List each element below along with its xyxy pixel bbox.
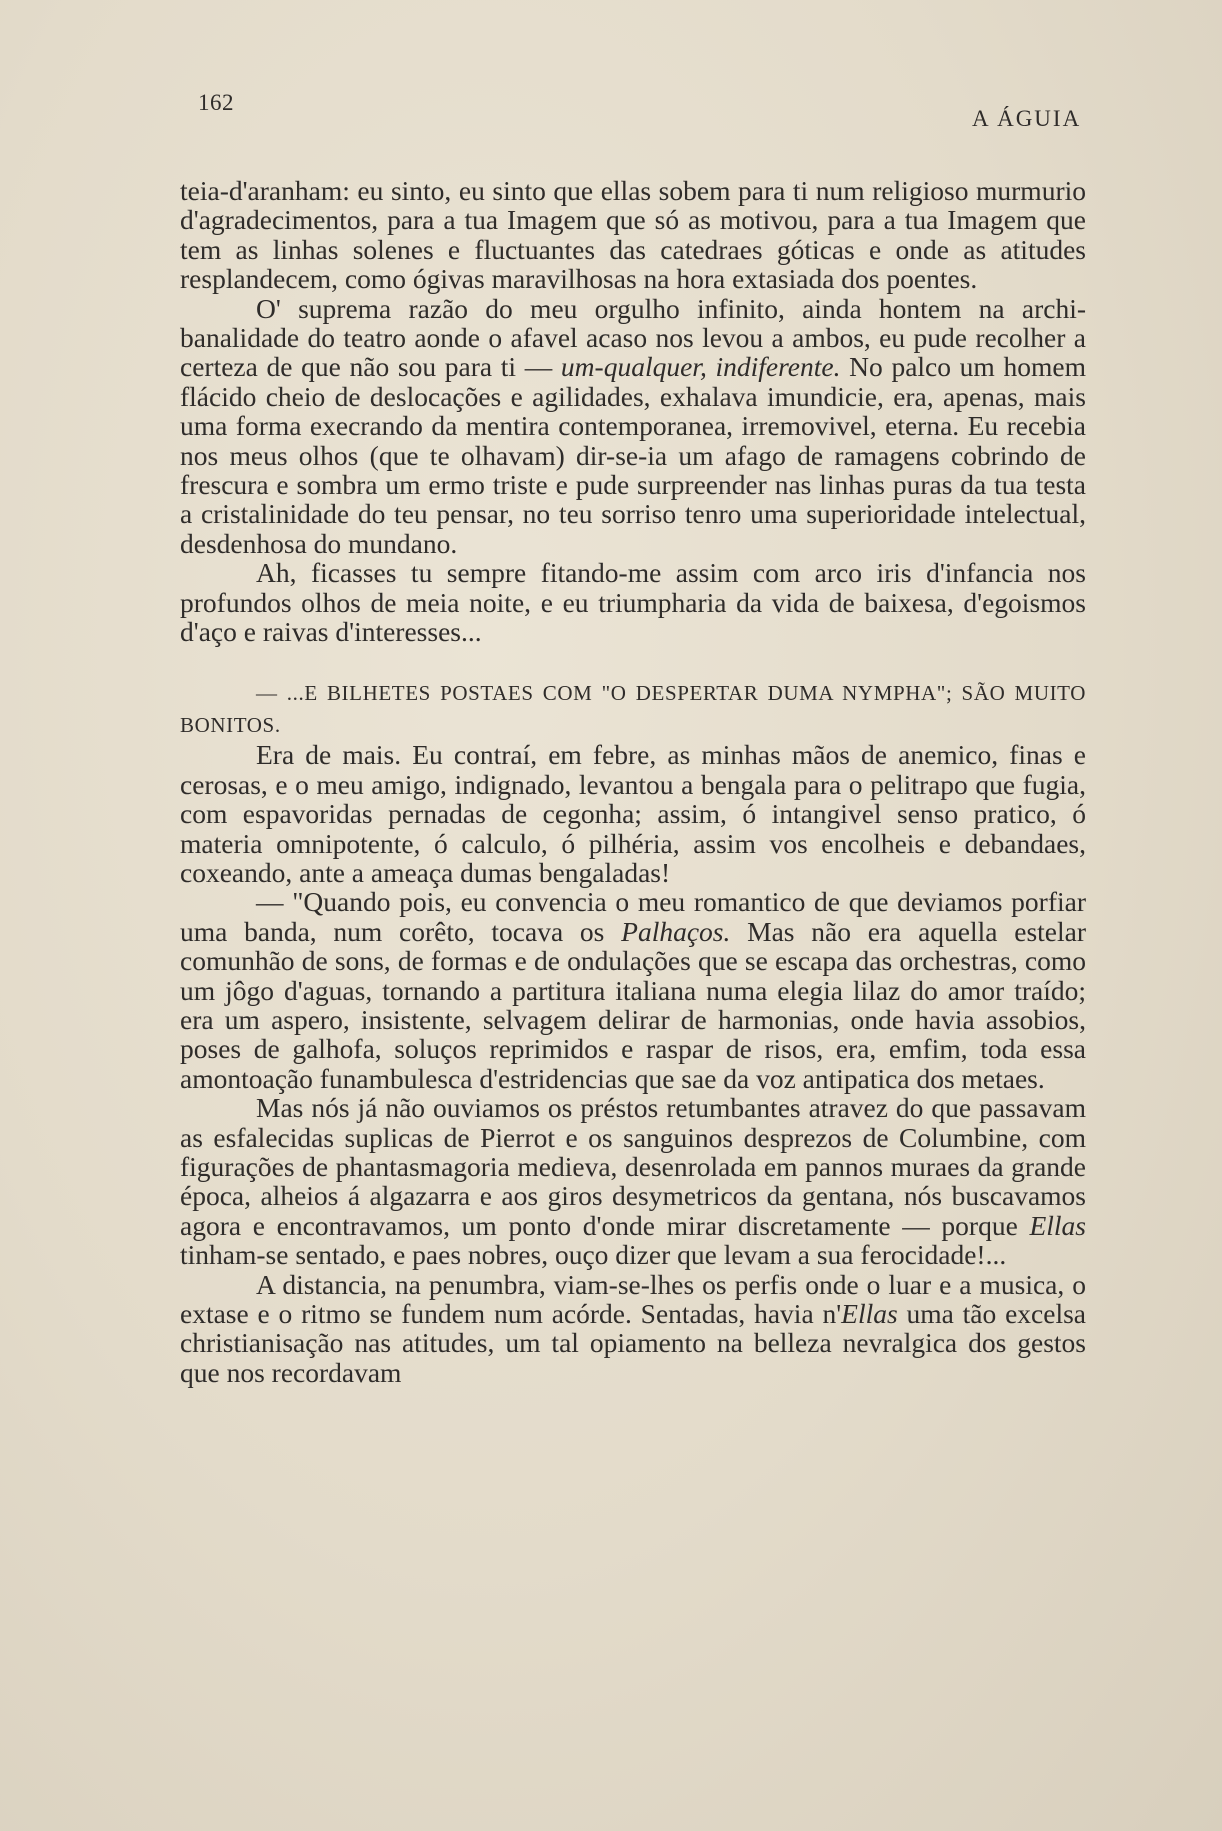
paragraph: Ah, ficasses tu sempre fitando-me assim com arco iris d'infancia nos profundos olhos de meia noite, e eu triumpharia da vida de baixesa, d'egoismos d'aço e raivas d'interesses... bbox=[180, 557, 1086, 648]
emphasis: Ellas bbox=[841, 1298, 898, 1330]
paragraph: Era de mais. Eu contraí, em febre, as minhas mãos de anemico, finas e cerosas, e o meu amigo, indignado, levantou a bengala para o pelitrapo que fugia, com espavoridas pernadas de cegonha; assim, ó intangivel senso pratico, ó materia omnipotente, ó calculo, ó pilhéria, assim vos encolheis e debandaes, coxeando, ante a ameaça dumas bengaladas! bbox=[180, 739, 1086, 888]
paragraph: Mas nós já não ouviamos os préstos retumbantes atravez do que passavam as esfalecidas suplicas de Pierrot e os sanguinos desprezos de Columbine, com figurações de phantasmagoria medieva, desenrolada em pannos muraes da grande época, alheios á algazarra e aos giros desymetricos da gentana, nós buscavamos agora e encontravamos, um ponto d'onde mirar discretamente — porque Ellas tinham-se sentado, e paes nobres, ouço dizer que levam a sua ferocidade!... bbox=[180, 1092, 1086, 1271]
emphasis: Palhaços. bbox=[621, 915, 731, 947]
paragraph: A distancia, na penumbra, viam-se-lhes os perfis onde o luar e a musica, o extase e o ritmo se fundem num acórde. Sentadas, havia n'Ellas uma tão excelsa christianisação nas atitudes, um tal opiamento na belleza nevralgica dos gestos que nos recordavam bbox=[180, 1268, 1086, 1388]
paragraph: O' suprema razão do meu orgulho infinito, ainda hontem na archi-banalidade do teatro aonde o afavel acaso nos levou a ambos, eu pude recolher a certeza de que não sou para ti — um-qualquer, indiferente. No palco um homem flácido cheio de deslocações e agilidades, exhalava imundicie, era, apenas, mais uma forma execrando da mentira contemporanea, irremovivel, eterna. Eu recebia nos meus olhos (que te olhavam) dir-se-ia um afago de ramagens cobrindo de frescura e sombra um ermo triste e pude surpreender nas linhas puras da tua testa a cristalinidade do teu pensar, no teu sorriso tenro uma superioridade intelectual, desdenhosa do mundano. bbox=[180, 292, 1086, 559]
section-opening bbox=[180, 676, 1086, 741]
small-caps-text: — ...E BILHETES POSTAES COM "O DESPERTAR DUMA NYMPHA"; SÃO MUITO BONITOS. bbox=[180, 680, 1086, 737]
page-number: 162 bbox=[198, 90, 234, 115]
paragraph: — "Quando pois, eu convencia o meu romantico de que deviamos porfiar uma banda, num corêto, tocava os Palhaços. Mas não era aquella estelar comunhão de sons, de formas e de ondulações que se escapa das orchestras, como um jôgo d'aguas, tornando a partitura italiana numa elegia lilaz do amor traído; era um aspero, insistente, selvagem delirar de harmonias, onde havia assobios, poses de galhofa, soluços reprimidos e raspar de risos, era, emfim, toda essa amontoação funambulesca d'estridencias que sae da voz antipatica dos metaes. bbox=[180, 886, 1086, 1094]
emphasis: Ellas bbox=[1029, 1209, 1086, 1241]
body-text bbox=[180, 176, 1086, 1387]
emphasis: um-qualquer, indiferente. bbox=[560, 351, 841, 383]
running-head: A ÁGUIA bbox=[972, 106, 1082, 131]
paragraph: teia-d'aranham: eu sinto, eu sinto que ellas sobem para ti num religioso murmurio d'agradecimentos, para a tua Imagem que só as motivou, para a tua Imagem que tem as linhas solenes e fluctuantes das catedraes góticas e onde as atitudes resplandecem, como ógivas maravilhosas na hora extasiada dos poentes. bbox=[180, 175, 1086, 295]
